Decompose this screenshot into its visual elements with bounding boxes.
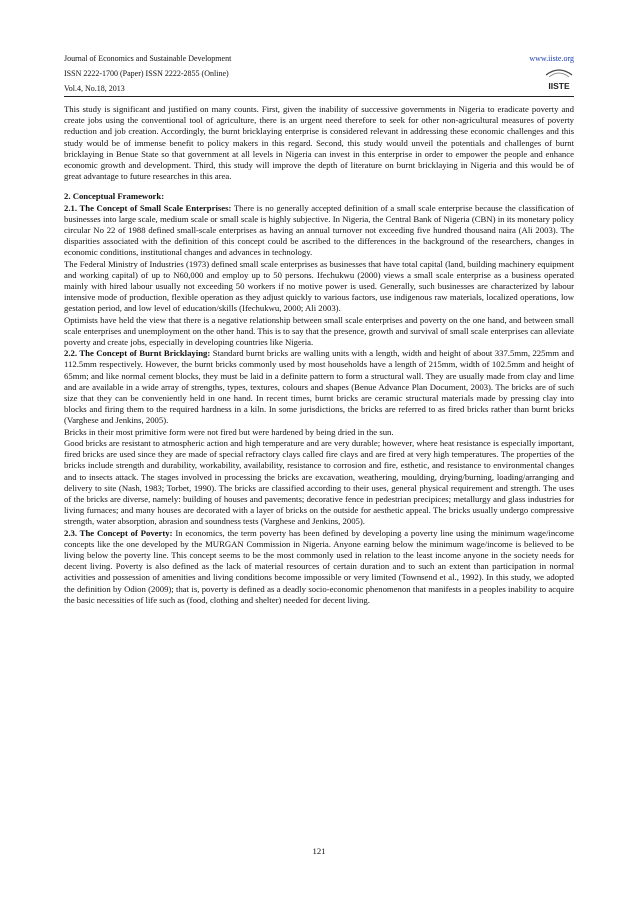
section-2-3-text: In economics, the term poverty has been defined by developing a poverty line using the minimum wage/income concepts like the one developed by the MURGAN Commission in Nigeria. Anyone earning below the minimum wage/income is believed to be living below the poverty line. This concept seems to be the most commonly used in relation to the least income anyone in the society needs for decent living. Poverty is also defined as the lack of material resources of certain duration and to such an extent than participation in normal activities and possession of amenities and living conditions become impossible or very limited (Townsend et al., 1992). In this study, we adopted the definition by Odion (2009); that is, poverty is defined as a deadly socio-economic phenomenon that manifests in a peoples inability to acquire the basic necessities of life such as (food, clothing and shelter) needed for decent living.: [64, 527, 574, 605]
section-2-2-paragraph: [64, 348, 574, 426]
section-2-1-paragraph: [64, 203, 574, 259]
intro-paragraph: This study is significant and justified on many counts. First, given the inability of successive governments in Nigeria to eradicate poverty and create jobs using the conventional tool of agriculture, there is an urgent need therefore to seek for other non-agricultural measures of poverty reduction and job creation. Accordingly, the burnt bricklaying enterprise is considered relevant in addressing these economic challenges and this study would be of immense benefit to policy makers in this regard. Second, this study would unveil the potentials and challenges of burnt bricklaying in Benue State so that government at all levels in Nigeria can invest in this enterprise in order to empower the people and enhance economic growth and development. Third, this study will improve the depth of literature on burnt bricklaying in Nigeria and this would be of great advantage to future researches in this area.: [64, 104, 574, 182]
header-divider: [64, 96, 574, 97]
page-header: [64, 51, 574, 107]
section-2-2-heading: 2.2. The Concept of Burnt Bricklaying:: [64, 348, 211, 359]
journal-volume: Vol.4, No.18, 2013: [64, 84, 125, 93]
page-number: 121: [312, 846, 326, 856]
journal-issn: ISSN 2222-1700 (Paper) ISSN 2222-2855 (Online): [64, 69, 229, 78]
journal-name: Journal of Economics and Sustainable Development: [64, 54, 232, 63]
article-body: [64, 104, 574, 606]
section-2-2-text: Standard burnt bricks are walling units with a length, width and height of about 337.5mm, 225mm and 112.5mm respectively. However, the burnt bricks commonly used by most households have a length of 215mm, width of 102.5mm and height of 65mm; and like normal cement blocks, they must be laid in a definite pattern to form a structural wall. They are usually made from clay and lime and are available in a wide array of strengths, types, textures, colours and shapes (Benue Advance Plan Document, 2003). The bricks are of such size that they can be conveniently held in one hand. In recent times, burnt bricks are ceramic structural materials made by pressing clay into blocks and firing them to the required hardness in a kiln. In some jurisdictions, the bricks are referred to as fired bricks rather than burnt bricks (Varghese and Jenkins, 2005).: [64, 348, 574, 426]
section-2-heading: 2. Conceptual Framework:: [64, 191, 165, 202]
logo-text: IISTE: [548, 81, 570, 91]
section-2-1-text: There is no generally accepted definition of a small scale enterprise because the classification of businesses into large scale, medium scale or small scale is highly subjective. In Nigeria, the Central Bank of Nigeria (CBN) in its monetary policy circular No 22 of 1988 defined small-scale enterprises as having an annual turnover not exceeding five hundred thousand naira (Ali 2003). The disparities associated with the definition of this concept could be ascribed to the differences in the background of the researchers, changes in economic conditions, institutional changes and advances in technology.: [64, 202, 574, 258]
section-2-2-paragraph-2: Bricks in their most primitive form were not fired but were hardened by being dried in the sun.: [64, 426, 394, 437]
section-2-1-heading: 2.1. The Concept of Small Scale Enterprises:: [64, 202, 232, 213]
section-2-3-heading: 2.3. The Concept of Poverty:: [64, 527, 173, 538]
iiste-logo: [544, 65, 574, 93]
section-2-3-paragraph: [64, 528, 574, 606]
journal-url-link[interactable]: www.iiste.org: [529, 54, 574, 63]
section-2-2-paragraph-3: Good bricks are resistant to atmospheric action and high temperature and are very durable; however, where heat resistance is especially important, fired bricks are used since they are made of special refractory clays called fire clays and are fired at very high temperatures. The properties of the bricks include strength and durability, workability, availability, resistance to corrosion and fire, esthetic, and resistance to environmental changes and to insects attack. The stages involved in processing the bricks are excavation, weathering, moulding, drying/burning, loading/arranging and delivery to site (Nash, 1983; Torbet, 1990). The bricks are classified according to their uses, general physical requirement and strength. The uses of the bricks are diverse, namely: building of houses and pavements; decorative fence in pedestrian precipices; metallurgy and glass industries for living furnaces; and many houses are decorated with a layer of bricks on the outside for aesthetic appeal. The bricks usually undergo compressive strength, water absorption, abrasion and soundness tests (Varghese and Jenkins, 2005).: [64, 437, 574, 527]
section-2-1-paragraph-2: The Federal Ministry of Industries (1973) defined small scale enterprises as businesses that have total capital (land, building machinery equipment and working capital) of up to N60,000 and employ up to 50 persons. Ifechukwu (2000) views a small scale enterprise as a business operated mainly with hired labour usually not exceeding 50 workers if no motive power is used. Generally, such businesses are characterized by labour intensive mode of production, flexible operation as they adjust quickly to various factors, use indigenous raw materials, localized operations, low gestation period, and low level of education/skills (Ifechukwu, 2000; Ali 2003).: [64, 258, 574, 314]
section-2-1-paragraph-3: Optimists have held the view that there is a negative relationship between small scale enterprises and poverty on the one hand, and between small scale enterprises and unemployment on the other hand. This is to say that the presence, growth and survival of small scale enterprises can alleviate poverty and create jobs, especially in developing countries like Nigeria.: [64, 314, 574, 348]
